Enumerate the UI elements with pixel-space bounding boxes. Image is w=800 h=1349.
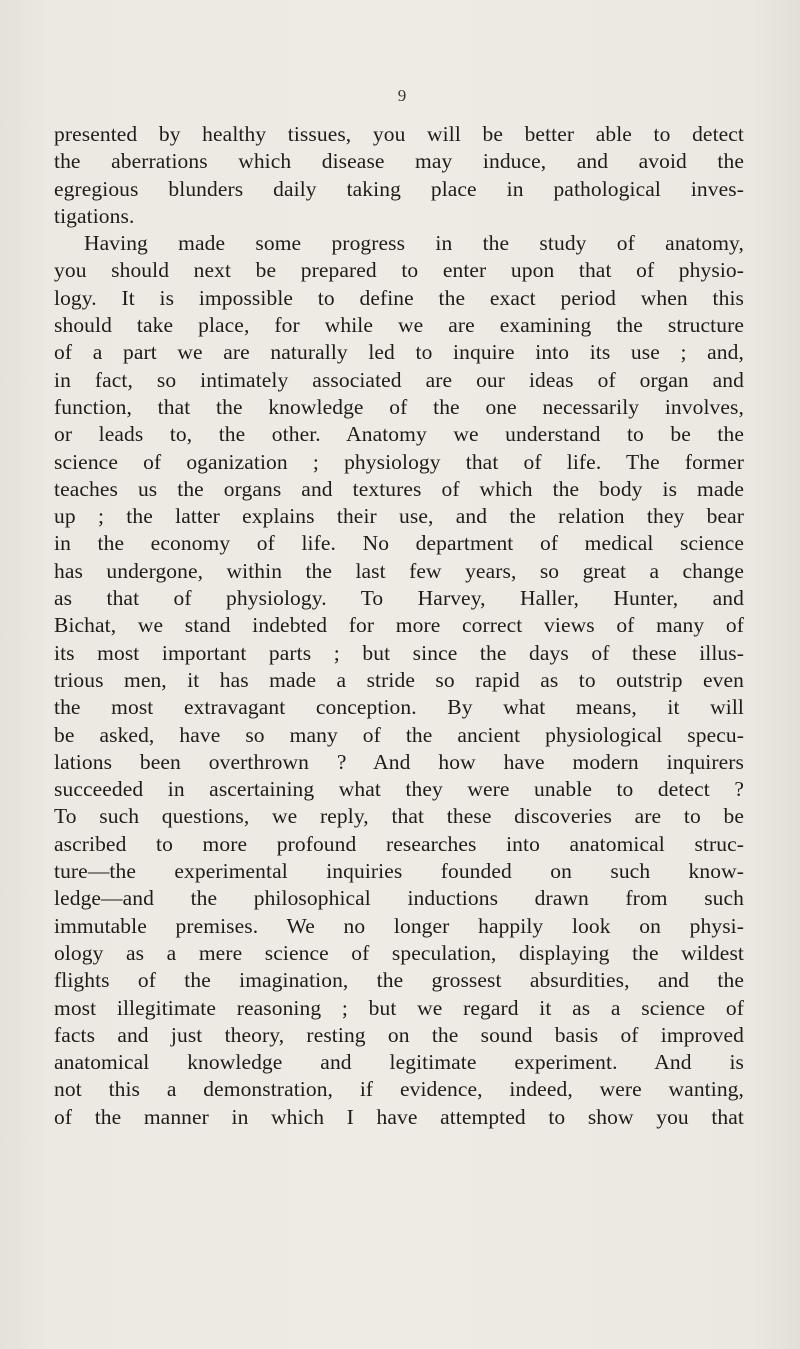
text-line: succeeded in ascertaining what they were unable to detect ? [54,777,744,802]
text-line: you should next be prepared to enter upon that of physio- [54,258,744,283]
text-line: ascribed to more profound researches into anatomical struc- [54,831,744,856]
text-line: teaches us the organs and textures of which the body is made [54,476,744,501]
text-line: should take place, for while we are examining the structure [54,313,744,338]
text-line: its most important parts ; but since the days of these illus- [54,640,744,665]
text-line: To such questions, we reply, that these discoveries are to be [54,804,744,829]
text-line: of a part we are naturally led to inquire into its use ; and, [54,340,744,365]
text-line: in the economy of life. No department of medical science [54,531,744,556]
text-line: function, that the knowledge of the one necessarily involves, [54,394,744,419]
text-line: of the manner in which I have attempted to show you that [54,1104,744,1129]
page-number: 9 [397,86,407,105]
text-line: has undergone, within the last few years, so great a change [54,558,744,583]
text-line: the most extravagant conception. By what means, it will [54,695,744,720]
text-line: as that of physiology. To Harvey, Haller, Hunter, and [54,586,744,611]
text-line: flights of the imagination, the grossest absurdities, and the [54,968,744,993]
text-line: ledge—and the philosophical inductions drawn from such [54,886,744,911]
text-line: in fact, so intimately associated are our ideas of organ and [54,367,744,392]
text-line: not this a demonstration, if evidence, indeed, were wanting, [54,1077,744,1102]
text-line: tigations. [54,203,135,228]
paragraph-start-line: Having made some progress in the study of anatomy, [84,231,744,256]
text-line: up ; the latter explains their use, and the relation they bear [54,504,744,529]
text-line: most illegitimate reasoning ; but we regard it as a science of [54,995,744,1020]
text-line: facts and just theory, resting on the sound basis of improved [54,1022,744,1047]
text-line: presented by healthy tissues, you will be better able to detect [54,122,744,146]
text-line: ture—the experimental inquiries founded on such know- [54,859,744,884]
text-line: or leads to, the other. Anatomy we understand to be the [54,422,744,447]
text-line: the aberrations which disease may induce, and avoid the [54,149,744,174]
text-line: trious men, it has made a stride so rapid as to outstrip even [54,667,744,692]
body-text [54,121,744,1131]
text-line: anatomical knowledge and legitimate experiment. And is [54,1050,744,1075]
text-line: ology as a mere science of speculation, displaying the wildest [54,940,744,965]
text-line: egregious blunders daily taking place in pathological inves- [54,176,744,201]
text-line: immutable premises. We no longer happily look on physi- [54,913,744,938]
text-line: be asked, have so many of the ancient physiological specu- [54,722,744,747]
text-line: science of oganization ; physiology that of life. The former [54,449,744,474]
text-line: Bichat, we stand indebted for more correct views of many of [54,613,744,638]
text-line: logy. It is impossible to define the exact period when this [54,285,744,310]
text-line: lations been overthrown ? And how have modern inquirers [54,749,744,774]
